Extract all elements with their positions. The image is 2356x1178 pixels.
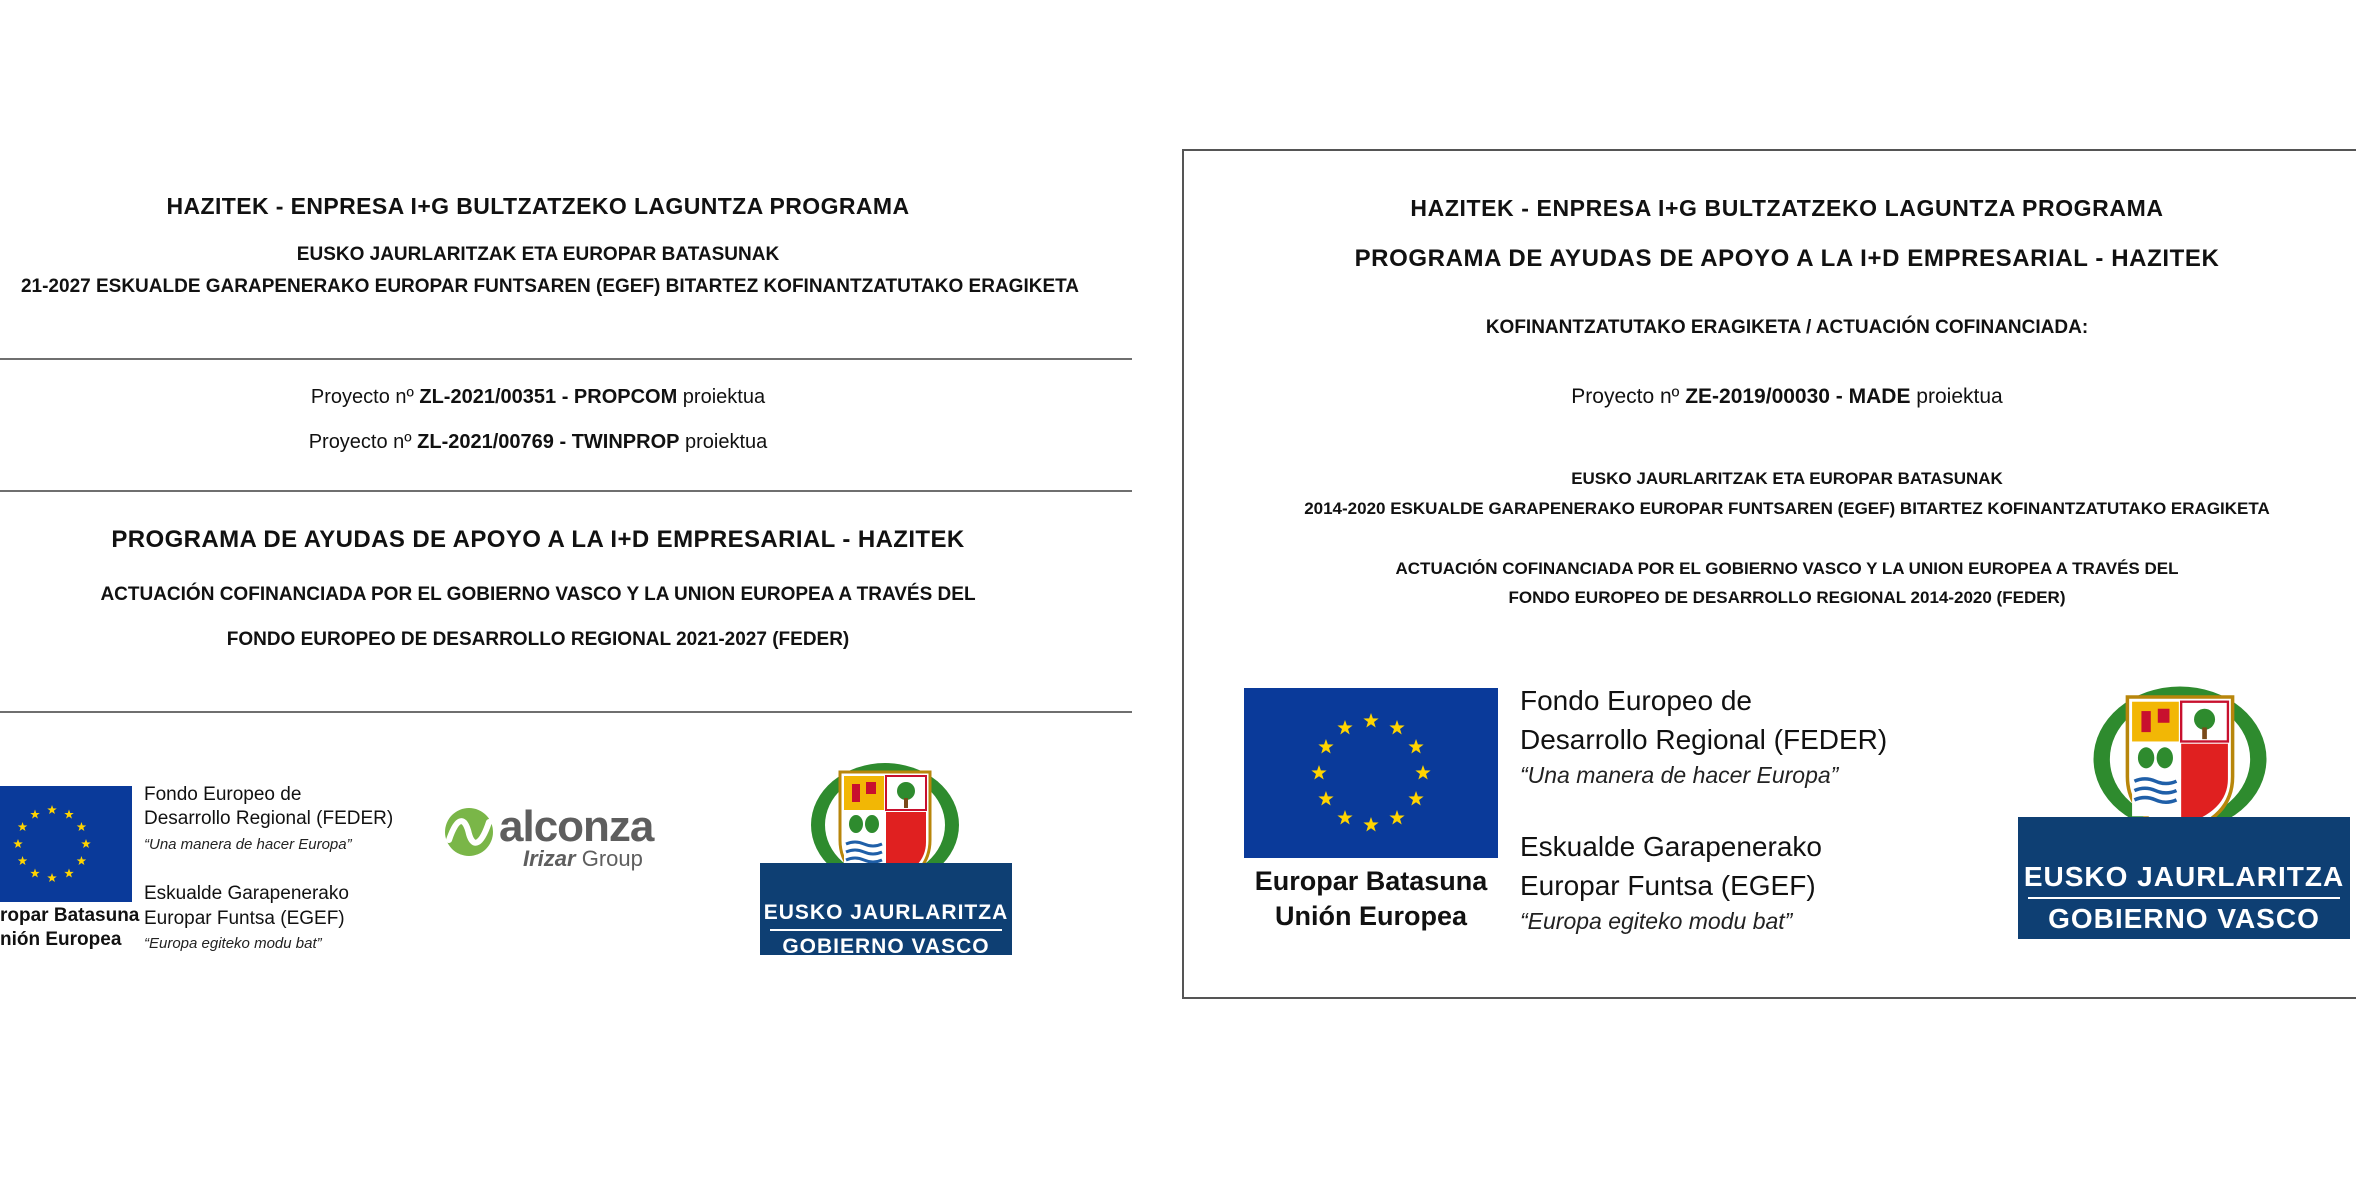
right-es-2: FONDO EUROPEO DE DESARROLLO REGIONAL 2014-2020 (FEDER) bbox=[1508, 588, 2066, 607]
left-cofin-2: FONDO EUROPEO DE DESARROLLO REGIONAL 2021-2027 (FEDER) bbox=[226, 629, 850, 650]
feder-motto: “Una manera de hacer Europa” bbox=[144, 836, 352, 853]
egef-name-2: Europar Funtsa (EGEF) bbox=[144, 908, 345, 929]
eu-caption-2: Unión Europea bbox=[1274, 901, 1467, 931]
alconza-logo-icon bbox=[443, 806, 495, 858]
left-project-2 bbox=[0, 431, 1076, 454]
egef-motto: “Europa egiteko modu bat” bbox=[144, 935, 322, 952]
alconza-group-word: Group bbox=[575, 846, 643, 871]
gv-line-2: GOBIERNO VASCO bbox=[782, 935, 990, 958]
eu-flag-icon bbox=[1244, 688, 1498, 858]
project-code: ZL-2021/00351 - PROPCOM bbox=[419, 386, 678, 408]
basque-government-band bbox=[2018, 817, 2350, 939]
project-suffix: proiektua bbox=[1910, 385, 2003, 408]
egef-name-1: Eskualde Garapenerako bbox=[144, 883, 349, 904]
alconza-name: alconza bbox=[499, 802, 654, 851]
project-prefix: Proyecto nº bbox=[308, 431, 418, 453]
right-eu-2: 2014-2020 ESKUALDE GARAPENERAKO EUROPAR FUNTSAREN (EGEF) BITARTEZ KOFINANTZATUTAKO ERAGIKETA bbox=[1304, 499, 2270, 518]
left-project-1 bbox=[0, 386, 1076, 409]
gv-separator bbox=[770, 929, 1002, 931]
eu-flag-icon-svg bbox=[1244, 688, 1498, 858]
right-es-1: ACTUACIÓN COFINANCIADA POR EL GOBIERNO VASCO Y LA UNION EUROPEA A TRAVÉS DEL bbox=[1395, 559, 2179, 578]
project-prefix: Proyecto nº bbox=[310, 386, 420, 408]
left-cofin-1: ACTUACIÓN COFINANCIADA POR EL GOBIERNO VASCO Y LA UNION EUROPEA A TRAVÉS DEL bbox=[100, 584, 976, 605]
eu-caption-2: nión Europea bbox=[0, 929, 122, 950]
right-kofin: KOFINANTZATUTAKO ERAGIKETA / ACTUACIÓN COFINANCIADA: bbox=[1485, 317, 2089, 338]
right-title-es: PROGRAMA DE AYUDAS DE APOYO A LA I+D EMPRESARIAL - HAZITEK bbox=[1354, 245, 2220, 272]
basque-government-band bbox=[760, 863, 1012, 958]
feder-name-2: Desarrollo Regional (FEDER) bbox=[1520, 724, 1888, 755]
right-plaque bbox=[1182, 149, 2356, 999]
shield-svg bbox=[2090, 679, 2270, 839]
left-subtitle-1: EUSKO JAURLARITZAK ETA EUROPAR BATASUNAK bbox=[296, 244, 780, 265]
gv-line-1: EUSKO JAURLARITZA bbox=[763, 901, 1009, 924]
left-subtitle-2: 21-2027 ESKUALDE GARAPENERAKO EUROPAR FUNTSAREN (EGEF) BITARTEZ KOFINANTZATUTAKO ERAGIKETA bbox=[20, 276, 1080, 297]
project-prefix: Proyecto nº bbox=[1571, 385, 1686, 408]
project-suffix: proiektua bbox=[677, 386, 766, 408]
project-code: ZE-2019/00030 - MADE bbox=[1685, 385, 1911, 408]
alconza-group bbox=[523, 846, 643, 872]
egef-motto: “Europa egiteko modu bat” bbox=[1520, 908, 1793, 934]
alconza-logo-svg bbox=[443, 806, 495, 858]
left-title-eu: HAZITEK - ENPRESA I+G BULTZATZEKO LAGUNTZA PROGRAMA bbox=[166, 193, 910, 219]
basque-government-shield-icon bbox=[2090, 679, 2270, 839]
divider-3 bbox=[0, 711, 1132, 713]
feder-name-2: Desarrollo Regional (FEDER) bbox=[144, 808, 394, 829]
gv-line-2: GOBIERNO VASCO bbox=[2048, 903, 2320, 934]
left-plaque bbox=[0, 0, 1140, 1178]
egef-name-2: Europar Funtsa (EGEF) bbox=[1520, 870, 1816, 901]
eu-flag-icon-svg bbox=[0, 786, 132, 902]
feder-motto: “Una manera de hacer Europa” bbox=[1520, 762, 1839, 788]
right-eu-1: EUSKO JAURLARITZAK ETA EUROPAR BATASUNAK bbox=[1571, 469, 2003, 488]
project-suffix: proiektua bbox=[679, 431, 768, 453]
eu-flag-icon bbox=[0, 786, 132, 902]
feder-name-1: Fondo Europeo de bbox=[1520, 685, 1752, 716]
right-title-eu: HAZITEK - ENPRESA I+G BULTZATZEKO LAGUNTZA PROGRAMA bbox=[1410, 195, 2164, 221]
left-title-es: PROGRAMA DE AYUDAS DE APOYO A LA I+D EMPRESARIAL - HAZITEK bbox=[111, 526, 965, 553]
egef-name-1: Eskualde Garapenerako bbox=[1520, 831, 1822, 862]
eu-caption-1: ropar Batasuna bbox=[0, 905, 140, 926]
divider-1 bbox=[0, 358, 1132, 360]
gv-line-1: EUSKO JAURLARITZA bbox=[2023, 861, 2345, 892]
gv-separator bbox=[2028, 897, 2340, 899]
alconza-group-irizar: Irizar bbox=[523, 846, 576, 871]
right-project bbox=[1184, 385, 2356, 409]
feder-name-1: Fondo Europeo de bbox=[144, 784, 302, 805]
project-code: ZL-2021/00769 - TWINPROP bbox=[417, 431, 680, 453]
eu-caption-1: Europar Batasuna bbox=[1254, 866, 1488, 896]
divider-2 bbox=[0, 490, 1132, 492]
